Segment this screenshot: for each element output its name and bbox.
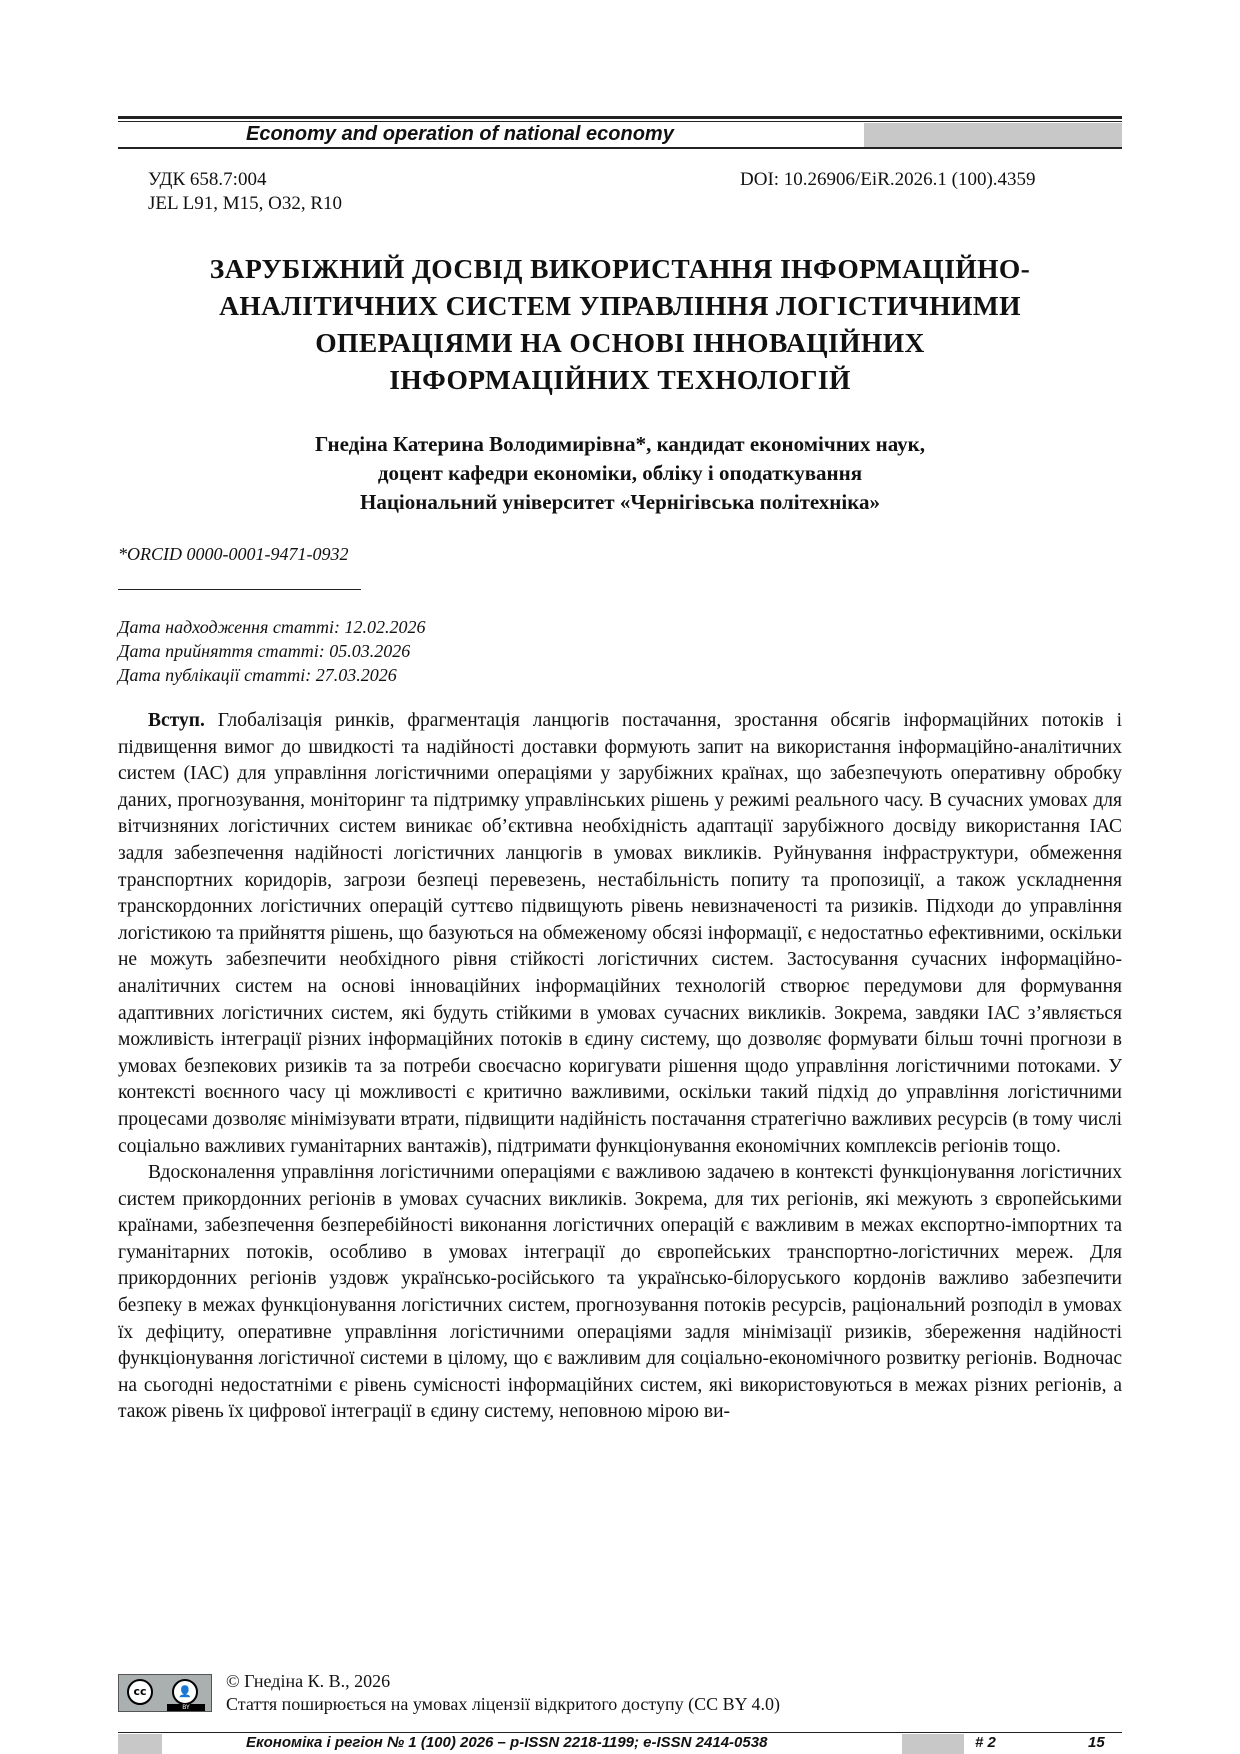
page-number: 15	[1088, 1734, 1105, 1751]
license-block	[226, 1670, 780, 1716]
footer-issue: # 2	[975, 1734, 996, 1751]
title-line: АНАЛІТИЧНИХ СИСТЕМ УПРАВЛІННЯ ЛОГІСТИЧНИМИ	[219, 290, 1021, 321]
article-dates	[118, 615, 426, 687]
by-label: BY	[167, 1704, 205, 1711]
header-shade-block	[864, 123, 1122, 147]
paragraph: Вдосконалення управління логістичними операціями є важливою задачею в контексті функціонування логістичних систем прикордонних регіонів в умовах сучасних викликів. Зокрема, для тих регіонів, які межують з європейськими країнами, забезпечення безперебійності виконання логістичних операцій є важливим в межах експортно-імпортних та гуманітарних потоків, особливо в умовах інтеграції до європейських транспортно-логістичних мереж. Для прикордонних регіонів уздовж українсько-російського та українсько-білоруського кордонів важливо забезпечити безпеку в межах функціонування логістичних систем, прогнозування потоків ресурсів, раціональний розподіл в умовах їх дефіциту, оперативне управління логістичними операціями задля мінімізації ризиків, збереження надійності функціонування логістичної системи в цілому, що є важливим для соціально-економічного розвитку регіонів. Водночас на сьогодні недостатніми є рівень сумісності інформаційних систем, які використовуються в межах різних регіонів, а також рівень їх цифрової інтеграції в єдину систему, неповною мірою ви-	[118, 1162, 1122, 1423]
header-rule-thick	[118, 116, 1122, 119]
author-name-degree: Гнедіна Катерина Володимирівна*, кандидат економічних наук,	[314, 432, 926, 456]
orcid[interactable]: *ORCID 0000-0001-9471-0932	[118, 544, 349, 564]
udk-code: УДК 658.7:004	[148, 169, 267, 190]
footer-shade-issue	[902, 1734, 964, 1754]
title-line: ОПЕРАЦІЯМИ НА ОСНОВІ ІННОВАЦІЙНИХ	[315, 327, 925, 358]
jel-codes: JEL L91, M15, O32, R10	[148, 193, 343, 214]
title-line: ЗАРУБІЖНИЙ ДОСВІД ВИКОРИСТАННЯ ІНФОРМАЦІЙНО-	[209, 253, 1031, 284]
author-position: доцент кафедри економіки, обліку і оподаткування	[377, 461, 863, 485]
footer-shade-left	[118, 1734, 162, 1754]
header-rule-bottom	[118, 147, 1122, 149]
separator-rule	[118, 589, 361, 590]
author-affiliation: Національний університет «Чернігівська політехніка»	[359, 490, 881, 514]
section-title: Economy and operation of national economy	[246, 123, 674, 145]
doi[interactable]: DOI: 10.26906/EiR.2026.1 (100).4359	[740, 169, 1036, 190]
title-line: ІНФОРМАЦІЙНИХ ТЕХНОЛОГІЙ	[389, 364, 851, 395]
date-published: Дата публікації статті: 27.03.2026	[118, 665, 397, 685]
copyright: © Гнедіна К. В., 2026	[226, 1671, 391, 1691]
paragraph-introduction	[118, 708, 1122, 1160]
paragraph-text: Глобалізація ринків, фрагментація ланцюгів постачання, зростання обсягів інформаційних потоків і підвищення вимог до швидкості та надійності доставки формують запит на використання інформаційно-аналітичних систем (ІАС) для управління логістичними операціями у зарубіжних країнах, що забезпечують оперативну обробку даних, прогнозування, моніторинг та підтримку управлінських рішень у режимі реального часу. В сучасних умовах для вітчизняних логістичних систем виникає об’єктивна необхідність адаптації зарубіжного досвіду використання ІАС задля забезпечення надійності логістичних ланцюгів в умовах викликів. Руйнування інфраструктури, обмеження транспортних коридорів, загрози безпеці перевезень, нестабільність попиту та пропозиції, а також ускладнення транскордонних логістичних операцій суттєво підвищують рівень невизначеності та ризиків. Підходи до управління логістикою та прийняття рішень, що базуються на обмеженому обсязі інформації, є недостатньо ефективними, оскільки не можуть забезпечити необхідного рівня стійкості логістичних систем. Застосування сучасних інформаційно-аналітичних систем на основі інноваційних інформаційних технологій створює передумови для формування адаптивних логістичних систем, які будуть стійкими в умовах сучасних викликів. Зокрема, завдяки ІАС з’являється можливість інтеграції різних інформаційних потоків в єдину систему, що дозволяє формувати більш точні прогнози в умовах безпекових ризиків та за потреби своєчасно коригувати рішення щодо управління логістичними потоками. У контексті воєнного часу ці можливості є критично важливими, оскільки такий підхід до управління логістичними процесами дозволяє мінімізувати втрати, підвищити надійність постачання стратегічно важливих ресурсів (в тому числі соціально важливих гуманітарних вантажів), підтримати функціонування економічних комплексів регіонів тощо.	[118, 710, 1122, 1157]
cc-by-license-icon[interactable]	[118, 1674, 212, 1712]
author-block	[118, 430, 1122, 517]
date-accepted: Дата прийняття статті: 05.03.2026	[118, 641, 411, 661]
license-text: Стаття поширюється на умовах ліцензії відкритого доступу (CC BY 4.0)	[226, 1694, 780, 1714]
introduction-heading: Вступ.	[148, 710, 205, 731]
article-body	[118, 708, 1122, 1426]
cc-icon: cc	[127, 1679, 153, 1705]
article-title	[118, 250, 1122, 398]
person-icon: 👤	[172, 1679, 198, 1705]
footer-journal: Економіка і регіон № 1 (100) 2026 – p-ISSN 2218-1199; e-ISSN 2414-0538	[246, 1734, 768, 1751]
date-received: Дата надходження статті: 12.02.2026	[118, 617, 426, 637]
